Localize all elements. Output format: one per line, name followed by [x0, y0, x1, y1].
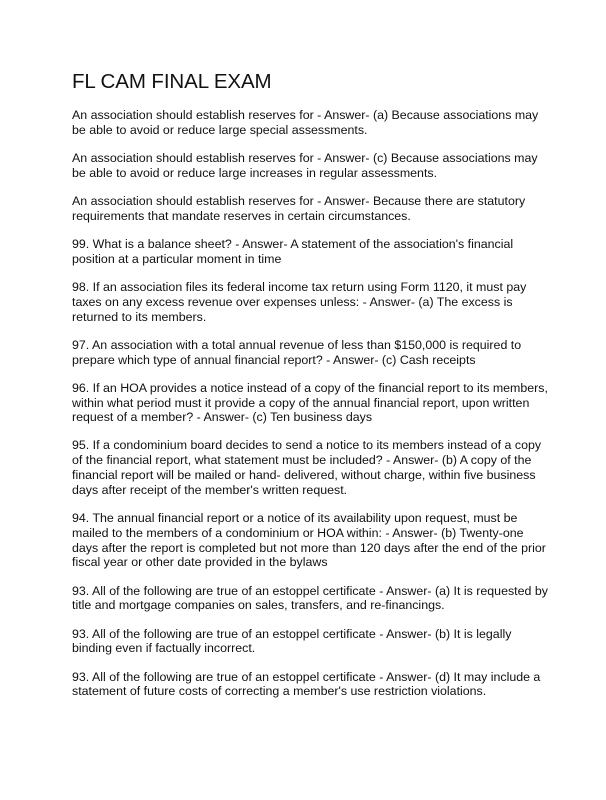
qa-entry: An association should establish reserves for - Answer- (a) Because associations may be able to avoid or reduce large special assessments.	[72, 108, 539, 137]
qa-entry: An association should establish reserves for - Answer- Because there are statutory requirements that mandate reserves in certain circumstances.	[72, 193, 526, 223]
qa-entry: 93. All of the following are true of an estoppel certificate - Answer- (a) It is requested by title and mortgage companies on sales, transfers, and re-financings.	[72, 583, 548, 613]
qa-entry: 94. The annual financial report or a notice of its availability upon request, must be mailed to the members of a condominium or HOA within: - Answer- (b) Twenty-one days after the report is completed but not more than 120 days after the end of the prior fiscal year or other date provided in the bylaws	[72, 511, 546, 570]
qa-entry: 93. All of the following are true of an estoppel certificate - Answer- (b) It is legally binding even if factually incorrect.	[72, 626, 512, 656]
qa-entry: 95. If a condominium board decides to send a notice to its members instead of a copy of the financial report, what statement must be included? - Answer- (b) A copy of the financial report will be mailed or hand- delivered, without charge, within five business days after receipt of the member's written request.	[72, 438, 542, 497]
qa-entry: 98. If an association files its federal income tax return using Form 1120, it must pay taxes on any excess revenue over expenses unless: - Answer- (a) The excess is returned to its members.	[72, 279, 527, 324]
qa-entry: An association should establish reserves for - Answer- (c) Because associations may be able to avoid or reduce large increases in regular assessments.	[72, 150, 538, 180]
qa-entry: 96. If an HOA provides a notice instead of a copy of the financial report to its members, within what period must it provide a copy of the annual financial report, upon written request of a member? - Answer- (c) Ten business days	[72, 380, 548, 425]
document-title: FL CAM FINAL EXAM	[72, 70, 272, 93]
qa-entry: 97. An association with a total annual revenue of less than $150,000 is required to prepare which type of annual financial report? - Answer- (c) Cash receipts	[72, 337, 522, 367]
qa-entry: 99. What is a balance sheet? - Answer- A statement of the association's financial position at a particular moment in time	[72, 236, 514, 266]
document-page	[72, 68, 552, 713]
qa-entry: 93. All of the following are true of an estoppel certificate - Answer- (d) It may include a statement of future costs of correcting a member's use restriction violations.	[72, 669, 541, 699]
